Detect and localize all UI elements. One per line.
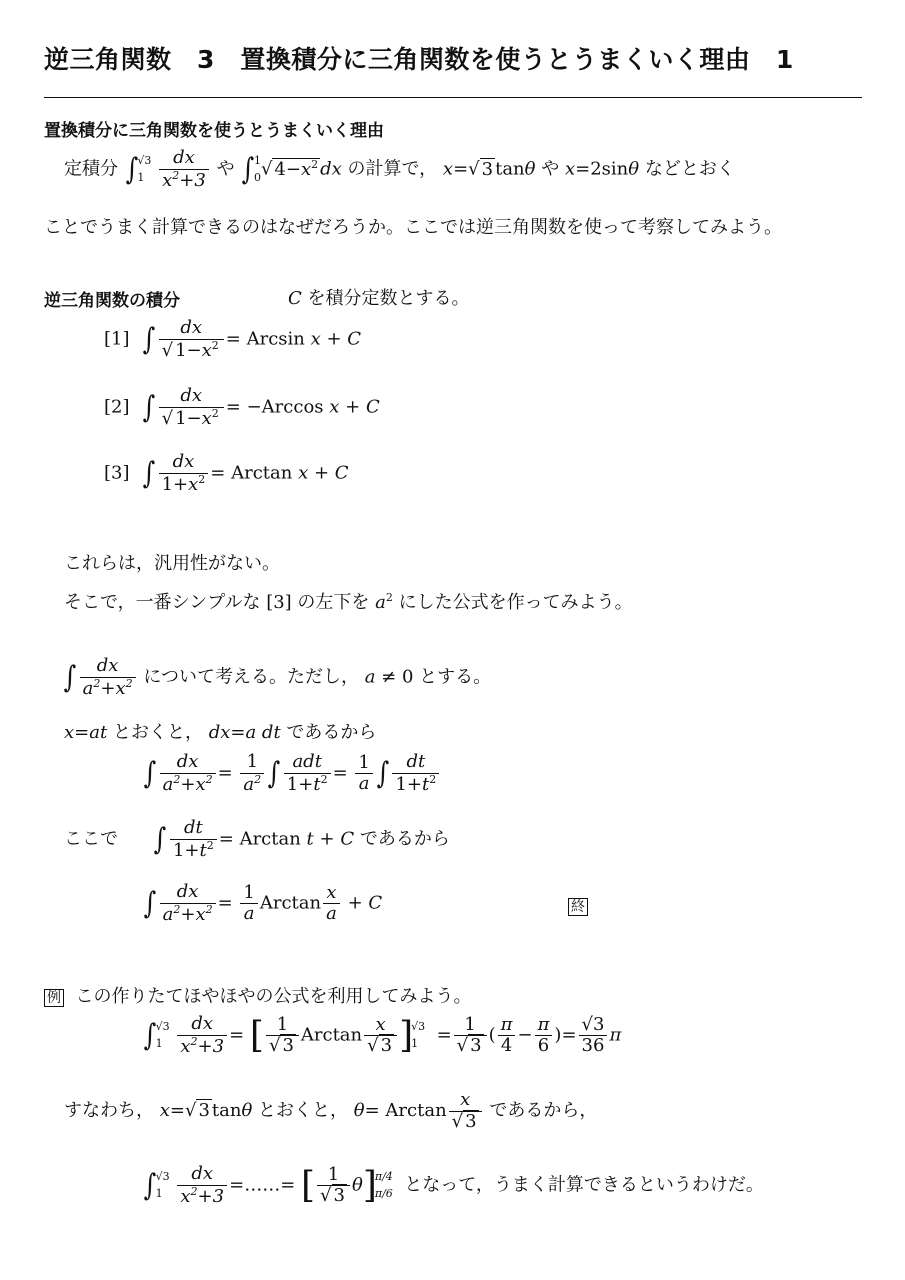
derive-eq-2: ここで ∫ $\frac{dt}{1+t^2}$ = Arctan t + C であるから: [64, 817, 450, 861]
title-divider: [44, 97, 862, 98]
example-eq-2: ∫√3 1 $\frac{dx}{x^2+3}$ =……= [ $\frac{1}{√ 3}$ θ]π/4 π/6 となって，うまく計算できるというわけだ。: [143, 1163, 764, 1207]
derive-eq-3: ∫ $\frac{dx}{a^2+x^2}$ = $\frac{1}{a}$ Arctan $\frac{x}{a}$ + C: [143, 881, 383, 925]
integration-constant-note: C を積分定数とする。: [288, 288, 470, 309]
para-line-1: これらは，汎用性がない。: [64, 553, 280, 574]
section-heading-integrals: 逆三角関数の積分: [44, 291, 180, 311]
derive-line-1: ∫ $\frac{dx}{a^2+x^2}$ について考える。ただし， a ≠ 0 とする。: [63, 655, 492, 699]
formula-1: [1] ∫ $\frac{dx}{√ 1-x^2}$ = Arcsin x + C: [104, 317, 362, 361]
intro-line-2: ことでうまく計算できるのはなぜだろうか。ここでは逆三角関数を使って考察してみよう。: [44, 217, 782, 238]
end-mark: 終: [568, 895, 588, 916]
formula-3: [3] ∫ $\frac{dx}{1+x^2}$ = Arctan x + C: [104, 451, 349, 495]
example-intro: 例 この作りたてほやほやの公式を利用してみよう。: [44, 982, 471, 1008]
section-heading-reason: 置換積分に三角関数を使うとうまくいく理由: [44, 121, 384, 141]
example-eq-1: ∫√3 1 $\frac{dx}{x^2+3}$ = [ $\frac{1}{√ 3}$ Arctan $\frac{x}{√ 3}$ ]√3 1 = $\frac{1}{√ 3}$ ( $\frac{\pi}{4}$ − $\frac{\pi}{6}$ )= $\frac{√3}{36}$ π: [143, 1013, 622, 1057]
intro-line-1: 定積分 ∫√3 1 $\frac{dx}{x^2+3}$ や ∫1 0√ $4-x^2$ dx の計算で， x=√ 3 tanθ や x=2sinθ などとおく: [64, 147, 735, 191]
example-line-2: すなわち， x=√ 3 tanθ とおくと， θ= Arctan $\frac{x}{√ 3}$ であるから，: [64, 1089, 598, 1132]
derive-eq-1: ∫ $\frac{dx}{a^2+x^2}$ = $\frac{1}{a^2}$ ∫ $\frac{\text{adt}}{1+t^2}$ = $\frac{1}{a}$ ∫ $\frac{dt}{1+t^2}$: [142, 752, 441, 795]
para-line-2: そこで，一番シンプルな [3] の左下を $a^2$ にした公式を作ってみよう。: [64, 591, 633, 613]
formula-2: [2] ∫ $\frac{dx}{√ 1-x^2}$ = −Arccos x + C: [104, 385, 380, 429]
example-mark: 例: [44, 989, 64, 1007]
page-title: 逆三角関数 3 置換積分に三角関数を使うとうまくいく理由 1: [44, 45, 794, 74]
derive-line-2: x=at とおくと， dx=a dt であるから: [64, 722, 377, 743]
